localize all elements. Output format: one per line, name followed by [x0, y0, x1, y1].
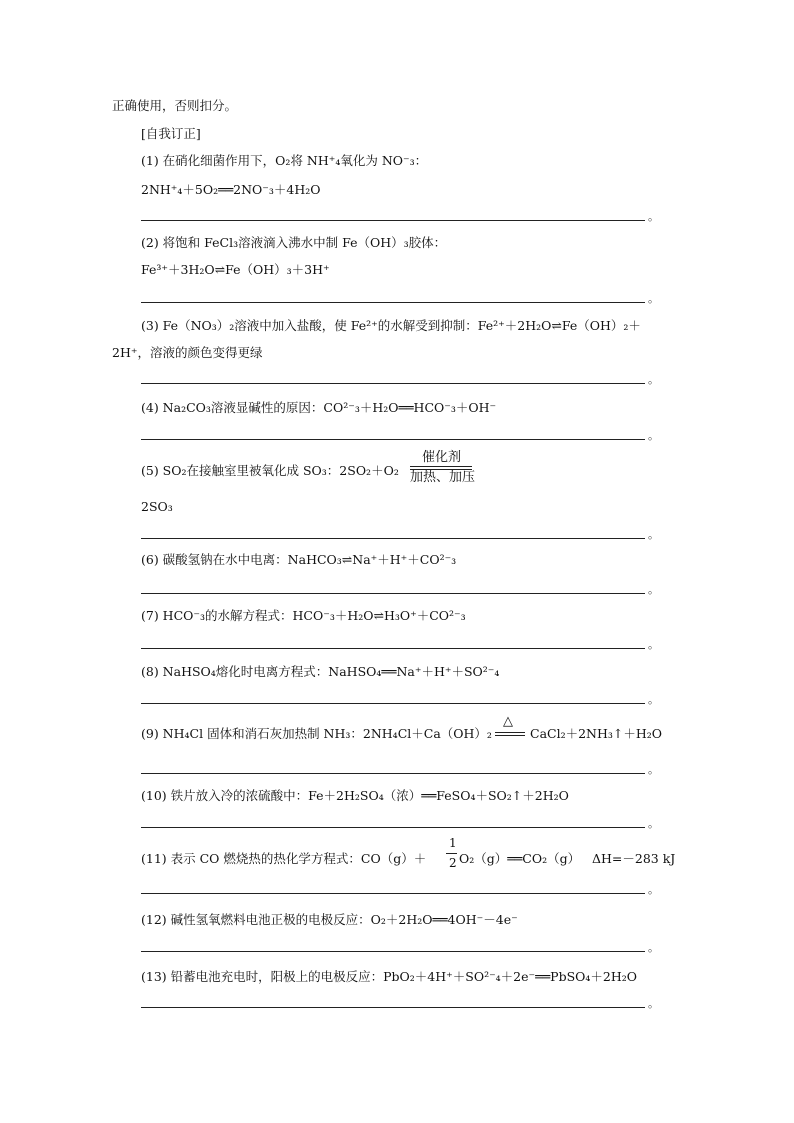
end-mark-9: 。 — [648, 763, 659, 776]
end-mark-7: 。 — [648, 638, 659, 651]
products-9: CaCl₂＋2NH₃↑＋H₂O — [530, 726, 663, 741]
end-mark-11: 。 — [648, 883, 659, 896]
end-mark-10: 。 — [648, 817, 659, 830]
answer-line-1[interactable] — [141, 220, 645, 221]
answer-line-5[interactable] — [141, 538, 645, 539]
end-mark-2: 。 — [648, 292, 659, 305]
fraction-denominator-11: 2 — [449, 856, 457, 870]
answer-line-8[interactable] — [141, 703, 645, 704]
equation-1: 2NH⁺₄＋5O₂══2NO⁻₃＋4H₂O — [141, 182, 321, 197]
heat-symbol-9: △ — [503, 714, 513, 729]
answer-line-2[interactable] — [141, 302, 645, 303]
end-mark-5: 。 — [648, 528, 659, 541]
enthalpy-11: ΔH=－283 kJ — [592, 851, 676, 866]
condition-bottom-5: 加热、加压 — [410, 470, 476, 485]
question-9: (9) NH₄Cl 固体和消石灰加热制 NH₃：2NH₄Cl＋Ca（OH）₂ — [141, 726, 492, 741]
end-mark-12: 。 — [648, 941, 659, 954]
question-13: (13) 铅蓄电池充电时，阳极上的电极反应：PbO₂＋4H⁺＋SO²⁻₄＋2e⁻══PbSO₄＋2H₂O — [141, 969, 638, 984]
answer-line-12[interactable] — [141, 951, 645, 952]
end-mark-4: 。 — [648, 429, 659, 442]
answer-line-11[interactable] — [141, 893, 645, 894]
section-title: [自我订正] — [141, 126, 201, 141]
answer-line-13[interactable] — [141, 1007, 645, 1008]
equation-2: Fe³⁺＋3H₂O⇌Fe（OH）₃＋3H⁺ — [141, 262, 330, 277]
question-3: (3) Fe（NO₃）₂溶液中加入盐酸，使 Fe²⁺的水解受到抑制：Fe²⁺＋2H₂O⇌Fe（OH）₂＋ — [141, 318, 641, 333]
question-2: (2) 将饱和 FeCl₃溶液滴入沸水中制 Fe（OH）₃胶体： — [141, 235, 447, 250]
answer-line-7[interactable] — [141, 648, 645, 649]
equation-3: 2H⁺，溶液的颜色变得更绿 — [112, 345, 263, 360]
reaction-arrow-9 — [495, 732, 525, 736]
end-mark-8: 。 — [648, 693, 659, 706]
condition-top-5: 催化剂 — [422, 450, 462, 465]
end-mark-3: 。 — [648, 373, 659, 386]
end-mark-6: 。 — [648, 583, 659, 596]
question-4: (4) Na₂CO₃溶液显碱性的原因：CO²⁻₃＋H₂O══HCO⁻₃＋OH⁻ — [141, 400, 497, 415]
answer-line-6[interactable] — [141, 593, 645, 594]
answer-line-3[interactable] — [141, 383, 645, 384]
end-mark-13: 。 — [648, 997, 659, 1010]
fraction-bar-11 — [446, 853, 457, 854]
question-6: (6) 碳酸氢钠在水中电离：NaHCO₃⇌Na⁺＋H⁺＋CO²⁻₃ — [141, 552, 457, 567]
question-1: (1) 在硝化细菌作用下，O₂将 NH⁺₄氧化为 NO⁻₃： — [141, 153, 428, 168]
end-mark-1: 。 — [648, 210, 659, 223]
answer-line-4[interactable] — [141, 439, 645, 440]
question-7: (7) HCO⁻₃的水解方程式：HCO⁻₃＋H₂O⇌H₃O⁺＋CO²⁻₃ — [141, 608, 466, 623]
fraction-numerator-11: 1 — [449, 836, 457, 850]
question-10: (10) 铁片放入冷的浓硫酸中：Fe＋2H₂SO₄（浓）══FeSO₄＋SO₂↑＋2H₂O — [141, 788, 569, 803]
answer-line-10[interactable] — [141, 827, 645, 828]
intro-text: 正确使用，否则扣分。 — [112, 98, 238, 113]
question-8: (8) NaHSO₄熔化时电离方程式：NaHSO₄══Na⁺＋H⁺＋SO²⁻₄ — [141, 664, 500, 679]
equation-tail-11: O₂（g）══CO₂（g） — [459, 851, 581, 866]
equation-5: 2SO₃ — [141, 499, 173, 514]
answer-line-9[interactable] — [141, 773, 645, 774]
question-12: (12) 碱性氢氧燃料电池正极的电极反应：O₂＋2H₂O══4OH⁻－4e⁻ — [141, 912, 518, 927]
question-5: (5) SO₂在接触室里被氧化成 SO₃：2SO₂＋O₂ — [141, 463, 399, 478]
question-11: (11) 表示 CO 燃烧热的热化学方程式：CO（g）＋ — [141, 851, 427, 866]
